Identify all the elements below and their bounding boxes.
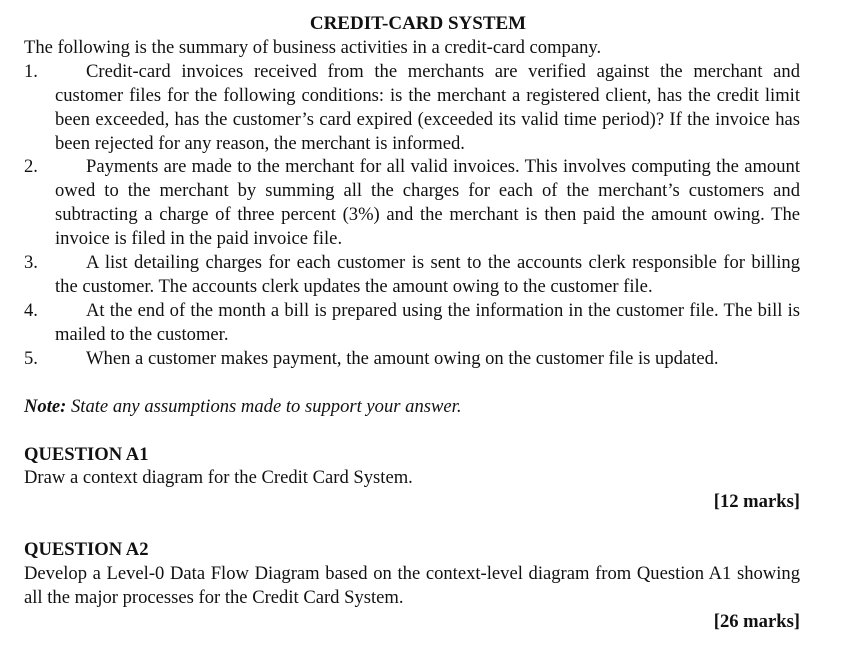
question-a1 bbox=[24, 443, 800, 515]
list-item bbox=[24, 155, 800, 251]
question-marks: [26 marks] bbox=[713, 610, 800, 632]
list-item-text: Payments are made to the merchant for all valid invoices. This involves computing the amount owed to the merchant by summing all the charges for each of the merchant’s customers and subtracting a charge of three percent (3%) and the merchant is then paid the amount owing. The invoice is filed in the paid invoice file. bbox=[55, 156, 800, 250]
question-a2 bbox=[24, 538, 800, 634]
question-text: Develop a Level-0 Data Flow Diagram based on the context-level diagram from Question A1 showing all the major processes for the Credit Card System. bbox=[24, 563, 800, 609]
question-heading: QUESTION A2 bbox=[24, 539, 149, 561]
question-text: Draw a context diagram for the Credit Card System. bbox=[24, 467, 413, 489]
list-item bbox=[24, 251, 800, 299]
list-item bbox=[24, 299, 800, 347]
intro-paragraph: The following is the summary of business activities in a credit-card company. bbox=[24, 36, 602, 58]
list-item-text: When a customer makes payment, the amount owing on the customer file is updated. bbox=[86, 347, 719, 369]
list-item-number: 5. bbox=[24, 347, 38, 369]
note-label: Note: bbox=[24, 395, 67, 417]
list-item bbox=[24, 60, 800, 156]
list-item-text: A list detailing charges for each customer is sent to the accounts clerk responsible for billing the customer. The accounts clerk updates the amount owing to the customer file. bbox=[55, 252, 800, 297]
list-item-text: At the end of the month a bill is prepared using the information in the customer file. The bill is mailed to the customer. bbox=[55, 299, 800, 345]
question-heading: QUESTION A1 bbox=[24, 443, 149, 465]
list-item-number: 4. bbox=[24, 299, 38, 321]
question-marks: [12 marks] bbox=[713, 491, 800, 513]
list-item-number: 1. bbox=[24, 60, 38, 82]
note-text: State any assumptions made to support your answer. bbox=[71, 395, 462, 417]
note-paragraph bbox=[24, 395, 800, 419]
list-item bbox=[24, 347, 800, 371]
list-item-text: Credit-card invoices received from the merchants are verified against the merchant and customer files for the following conditions: is the merchant a registered client, has the credit limit been exceeded, has the customer’s card expired (exceeded its valid time period)? If the invoice has been rejected for any reason, the merchant is informed. bbox=[55, 60, 800, 154]
list-item-number: 3. bbox=[24, 252, 38, 274]
activity-list bbox=[24, 60, 800, 371]
document-title: CREDIT-CARD SYSTEM bbox=[309, 13, 527, 34]
list-item-number: 2. bbox=[24, 156, 38, 178]
